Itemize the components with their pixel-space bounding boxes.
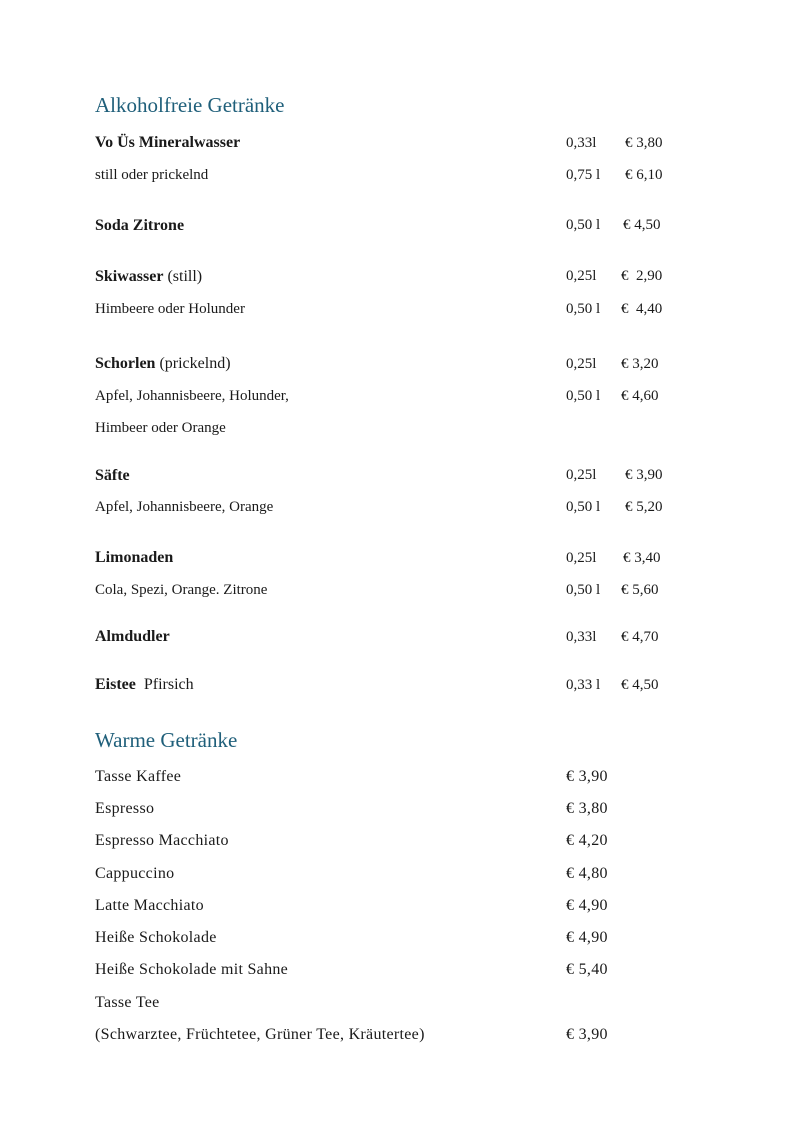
price: € 4,40 <box>621 301 663 317</box>
price: € 3,80 <box>625 135 663 151</box>
volume: 0,50 l <box>566 301 601 317</box>
item-name: Almdudler <box>95 628 170 645</box>
warm-item-price: € 4,90 <box>566 897 608 914</box>
volume: 0,50 l <box>566 217 601 233</box>
volume: 0,25l <box>566 268 597 284</box>
volume: 0,50 l <box>566 582 601 598</box>
item-name: Schorlen (prickelnd) <box>95 355 231 372</box>
warm-item-name: Espresso <box>95 800 155 817</box>
price: € 4,50 <box>621 677 659 693</box>
warm-item-name: Heiße Schokolade mit Sahne <box>95 961 289 978</box>
warm-item-name: Tasse Kaffee <box>95 768 182 785</box>
warm-item-price: € 3,90 <box>566 768 608 785</box>
item-name: Limonaden <box>95 549 174 566</box>
price: € 5,60 <box>621 582 659 598</box>
warm-item-name: (Schwarztee, Früchtetee, Grüner Tee, Kräutertee) <box>95 1026 425 1043</box>
item-description: Apfel, Johannisbeere, Orange <box>95 499 274 515</box>
volume: 0,75 l <box>566 167 601 183</box>
warm-item-price: € 4,80 <box>566 865 608 882</box>
price: € 5,20 <box>625 499 663 515</box>
item-name: Eistee Pfirsich <box>95 676 194 693</box>
volume: 0,25l <box>566 467 597 483</box>
cold-drinks-heading: Alkoholfreie Getränke <box>95 93 285 117</box>
volume: 0,50 l <box>566 388 601 404</box>
warm-item-name: Latte Macchiato <box>95 897 204 914</box>
item-name: Vo Üs Mineralwasser <box>95 134 241 151</box>
item-description: Apfel, Johannisbeere, Holunder, <box>95 388 289 404</box>
volume: 0,25l <box>566 550 597 566</box>
price: € 2,90 <box>621 268 663 284</box>
item-description: Himbeere oder Holunder <box>95 301 245 317</box>
price: € 4,60 <box>621 388 659 404</box>
warm-item-price: € 5,40 <box>566 961 608 978</box>
price: € 4,50 <box>623 217 661 233</box>
warm-item-price: € 3,80 <box>566 800 608 817</box>
item-description: still oder prickelnd <box>95 167 209 183</box>
warm-item-price: € 4,90 <box>566 929 608 946</box>
item-name: Säfte <box>95 467 130 484</box>
volume: 0,33l <box>566 629 597 645</box>
item-description: Cola, Spezi, Orange. Zitrone <box>95 582 268 598</box>
item-name: Soda Zitrone <box>95 217 185 234</box>
price: € 6,10 <box>625 167 663 183</box>
price: € 3,40 <box>623 550 661 566</box>
volume: 0,25l <box>566 356 597 372</box>
warm-item-name: Cappuccino <box>95 865 175 882</box>
warm-item-name: Heiße Schokolade <box>95 929 217 946</box>
volume: 0,33 l <box>566 677 601 693</box>
price: € 3,20 <box>621 356 659 372</box>
warm-item-price: € 3,90 <box>566 1026 608 1043</box>
warm-item-price: € 4,20 <box>566 832 608 849</box>
price: € 3,90 <box>625 467 663 483</box>
volume: 0,33l <box>566 135 597 151</box>
volume: 0,50 l <box>566 499 601 515</box>
warm-item-name: Tasse Tee <box>95 994 160 1011</box>
warm-item-name: Espresso Macchiato <box>95 832 229 849</box>
item-name: Skiwasser (still) <box>95 268 203 285</box>
price: € 4,70 <box>621 629 659 645</box>
item-description: Himbeer oder Orange <box>95 420 226 436</box>
warm-drinks-heading: Warme Getränke <box>95 728 238 752</box>
